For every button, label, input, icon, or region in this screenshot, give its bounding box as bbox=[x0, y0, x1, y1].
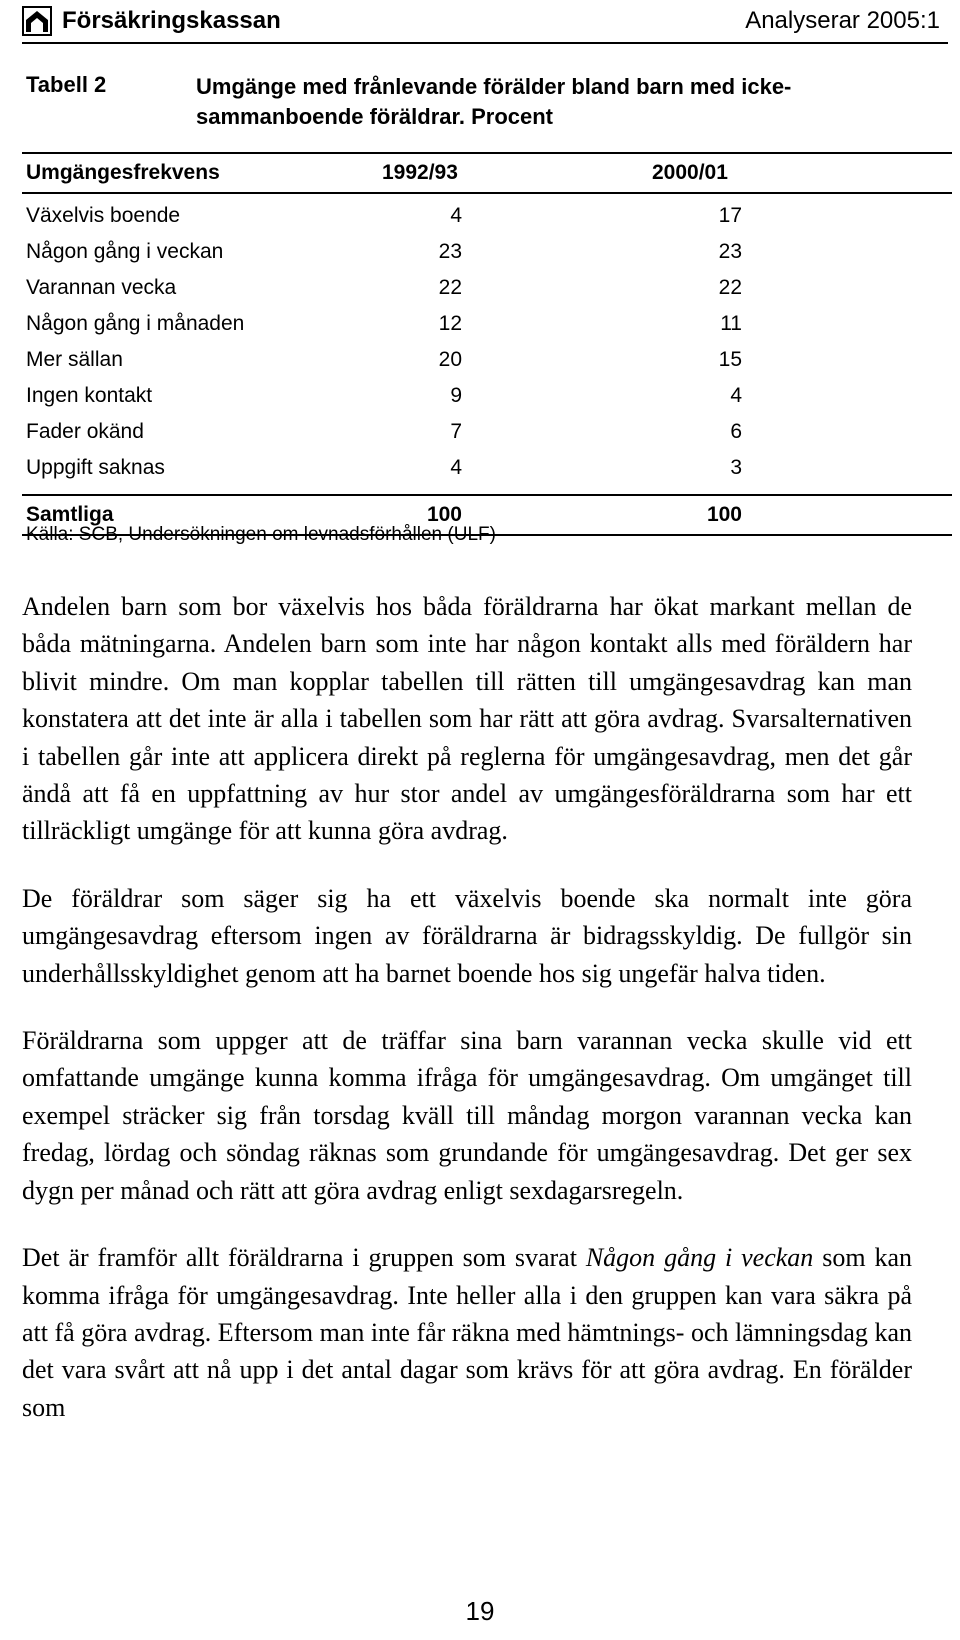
column-header: 2000/01 bbox=[652, 161, 728, 184]
table-cell-value: 20 bbox=[438, 348, 462, 371]
table-cell-label: Uppgift saknas bbox=[26, 456, 165, 479]
table-cell-value: 15 bbox=[718, 348, 742, 371]
table-cell-value: 4 bbox=[450, 456, 462, 479]
table-cell-label: Samtliga bbox=[26, 503, 114, 526]
body-text bbox=[22, 588, 912, 1456]
table-row bbox=[22, 234, 952, 270]
table-cell-value: 22 bbox=[718, 276, 742, 299]
table-cell-label: Varannan vecka bbox=[26, 276, 177, 299]
table-cell-label: Mer sällan bbox=[26, 348, 123, 371]
table-row bbox=[22, 342, 952, 378]
table-header-row bbox=[22, 152, 952, 194]
table-row bbox=[22, 378, 952, 414]
table-cell-value: 9 bbox=[450, 384, 462, 407]
paragraph-text: som kan komma ifråga för umgängesavdrag. Inte heller alla i den gruppen kan vara säkra på att få göra avdrag. Eftersom man inte får räkna med hämtnings- och lämningsdag kan det vara svårt att nå upp i det antal dagar som krävs för att göra avdrag. En förälder som bbox=[22, 1243, 912, 1422]
table-cell-value: 11 bbox=[720, 312, 742, 335]
header-divider bbox=[22, 42, 948, 44]
table-cell-value: 22 bbox=[438, 276, 462, 299]
table-cell-label: Fader okänd bbox=[26, 420, 144, 443]
table-cell-value: 3 bbox=[730, 456, 742, 479]
table-row bbox=[22, 270, 952, 306]
paragraph: Föräldrarna som uppger att de träffar sina barn varannan vecka skulle vid ett omfattande umgänge kunna komma ifråga för umgängesavdrag. Om umgänget till exempel sträcker sig från torsdag kväll till måndag morgon varannan vecka kan fredag, lördag och söndag räknas som grundande för umgängesavdrag. Det ger sex dygn per månad och rätt att göra avdrag enligt sexdagarsregeln. bbox=[22, 1026, 912, 1205]
table-cell-label: Någon gång i månaden bbox=[26, 312, 245, 335]
table-row bbox=[22, 450, 952, 486]
table-cell-value: 12 bbox=[438, 312, 462, 335]
table-cell-label: Växelvis boende bbox=[26, 204, 181, 227]
table-cell-value: 17 bbox=[718, 204, 742, 227]
table-label: Tabell 2 bbox=[26, 72, 107, 97]
table-cell-label: Ingen kontakt bbox=[26, 384, 153, 407]
paragraph-text: Det är framför allt föräldrarna i gruppen som svarat bbox=[22, 1243, 586, 1273]
column-header: 1992/93 bbox=[382, 161, 458, 184]
forsakringskassan-logo-icon bbox=[22, 6, 52, 36]
table-row bbox=[22, 306, 952, 342]
paragraph bbox=[22, 1239, 912, 1426]
data-table bbox=[22, 152, 952, 536]
page-number: 19 bbox=[465, 1596, 495, 1626]
column-header: Umgängesfrekvens bbox=[26, 161, 220, 184]
table-cell-value: 4 bbox=[450, 204, 462, 227]
emphasized-term: Någon gång i veckan bbox=[585, 1243, 814, 1273]
table-cell-value: 4 bbox=[730, 384, 742, 407]
brand-name: Försäkringskassan bbox=[62, 7, 281, 34]
table-source: Källa: SCB, Undersökningen om levnadsförhållen (ULF) bbox=[26, 524, 496, 545]
table-row bbox=[22, 414, 952, 450]
document-id: Analyserar 2005:1 bbox=[745, 7, 940, 34]
paragraph: De föräldrar som säger sig ha ett växelvis boende ska normalt inte göra umgängesavdrag eftersom ingen av föräldrarna är bidragsskyldig. De fullgör sin underhållsskyldighet genom att ha barnet boende hos sig ungefär halva tiden. bbox=[22, 883, 912, 988]
table-title: Umgänge med frånlevande förälder bland barn med icke-sammanboende föräldrar. Procent bbox=[196, 74, 792, 129]
paragraph: Andelen barn som bor växelvis hos båda föräldrarna har ökat markant mellan de båda mätningarna. Andelen barn som inte har någon kontakt alls med föräldern har blivit mindre. Om man kopplar tabellen till rätten till umgängesavdrag kan man konstatera att det inte är alla i tabellen som har rätt att göra avdrag. Svarsalternativen i tabellen går inte att applicera direkt på reglerna för umgängesavdrag, men det går ändå att få en uppfattning av hur stor andel av umgängesföräldrarna som har ett tillräckligt umgänge för att kunna göra avdrag. bbox=[22, 592, 912, 846]
table-row bbox=[22, 198, 952, 234]
table-cell-value: 23 bbox=[718, 240, 742, 263]
table-cell-label: Någon gång i veckan bbox=[26, 240, 224, 263]
table-cell-value: 6 bbox=[730, 420, 742, 443]
table-cell-value: 23 bbox=[438, 240, 462, 263]
table-cell-value: 100 bbox=[706, 503, 742, 526]
table-cell-value: 7 bbox=[450, 420, 462, 443]
table-cell-value: 100 bbox=[426, 503, 462, 526]
